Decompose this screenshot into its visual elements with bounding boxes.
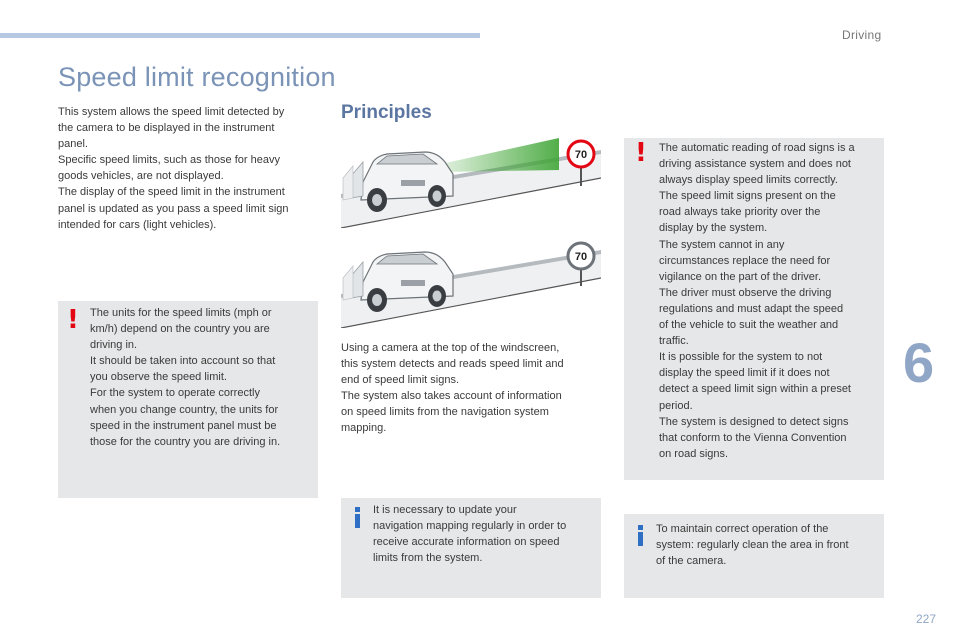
- info-line: navigation mapping regularly in order to: [373, 520, 567, 533]
- warning-text: [659, 140, 879, 462]
- warning-line: speed in the instrument panel must be: [90, 419, 277, 432]
- warning-line: The system cannot in any: [659, 238, 785, 251]
- intro-line: goods vehicles, are not displayed.: [58, 170, 224, 183]
- principles-heading: Principles: [341, 102, 432, 123]
- sign-value: 70: [574, 251, 588, 263]
- intro-line: the camera to be displayed in the instrument: [58, 122, 275, 135]
- warning-line: display the speed limit if it does not: [659, 367, 830, 380]
- info-text: [656, 521, 878, 569]
- info-box-camera: [624, 514, 884, 598]
- info-line: limits from the system.: [373, 552, 483, 565]
- warning-line: It is possible for the system to not: [659, 351, 823, 364]
- intro-line: The display of the speed limit in the instrument: [58, 186, 285, 199]
- warning-line: km/h) depend on the country you are: [90, 323, 270, 336]
- warning-box-units: [58, 301, 318, 498]
- principles-line: on speed limits from the navigation system: [341, 406, 549, 419]
- warning-line: that conform to the Vienna Convention: [659, 431, 847, 444]
- warning-line: The system is designed to detect signs: [659, 415, 849, 428]
- warning-line: you observe the speed limit.: [90, 371, 227, 384]
- header-bar: [0, 33, 480, 38]
- warning-line: driving assistance system and does not: [659, 158, 851, 171]
- warning-line: road always take priority over the: [659, 206, 821, 219]
- warning-icon: !: [67, 305, 79, 335]
- warning-line: It should be taken into account so that: [90, 355, 276, 368]
- info-icon: [353, 507, 363, 528]
- intro-line: panel is updated as you pass a speed limit sign: [58, 202, 289, 215]
- principles-paragraph: [341, 340, 603, 437]
- page-title: Speed limit recognition: [58, 62, 336, 92]
- principles-line: Using a camera at the top of the windscreen,: [341, 342, 560, 354]
- warning-line: The driver must observe the driving: [659, 286, 832, 299]
- info-line: receive accurate information on speed: [373, 536, 560, 549]
- principles-line: mapping.: [341, 422, 387, 435]
- warning-line: on road signs.: [659, 447, 729, 460]
- section-label: Driving: [842, 28, 882, 42]
- info-line: It is necessary to update your: [373, 504, 517, 516]
- info-line: system: regularly clean the area in front: [656, 539, 849, 552]
- warning-line: vigilance on the part of the driver.: [659, 270, 822, 283]
- warning-line: circumstances replace the need for: [659, 254, 831, 267]
- warning-icon: !: [635, 138, 647, 168]
- warning-line: The automatic reading of road signs is a: [659, 142, 855, 154]
- intro-line: This system allows the speed limit detected by: [58, 106, 285, 118]
- warning-line: detect a speed limit sign within a preset: [659, 383, 851, 396]
- principles-line: end of speed limit signs.: [341, 374, 460, 387]
- warning-line: traffic.: [659, 335, 689, 348]
- info-line: of the camera.: [656, 555, 727, 568]
- info-line: To maintain correct operation of the: [656, 523, 829, 535]
- warning-box-reading: [624, 138, 884, 480]
- camera-beam: [441, 138, 559, 172]
- warning-line: regulations and must adapt the speed: [659, 302, 844, 315]
- warning-line: driving in.: [90, 339, 138, 352]
- warning-text: [90, 305, 310, 450]
- intro-paragraph: [58, 104, 320, 233]
- illustration-sign-display: [341, 236, 601, 328]
- intro-line: panel.: [58, 138, 88, 151]
- info-text: [373, 502, 595, 566]
- intro-line: intended for cars (light vehicles).: [58, 218, 217, 231]
- principles-line: The system also takes account of information: [341, 390, 562, 403]
- chapter-number: 6: [903, 331, 935, 394]
- principles-line: this system detects and reads speed limit and: [341, 358, 564, 371]
- warning-line: For the system to operate correctly: [90, 387, 260, 400]
- warning-line: The speed limit signs present on the: [659, 190, 836, 203]
- warning-line: display by the system.: [659, 222, 768, 235]
- page-number: 227: [916, 612, 937, 626]
- warning-line: when you change country, the units for: [90, 403, 279, 416]
- warning-line: period.: [659, 399, 693, 412]
- warning-line: The units for the speed limits (mph or: [90, 307, 272, 319]
- sign-value: 70: [574, 149, 588, 161]
- warning-line: always display speed limits correctly.: [659, 174, 838, 187]
- illustration-sign-detection: [341, 136, 601, 228]
- warning-line: of the vehicle to suit the weather and: [659, 319, 839, 332]
- info-icon: [636, 525, 646, 546]
- info-box-mapping: [341, 498, 601, 598]
- intro-line: Specific speed limits, such as those for heavy: [58, 154, 280, 167]
- warning-line: those for the country you are driving in.: [90, 435, 281, 448]
